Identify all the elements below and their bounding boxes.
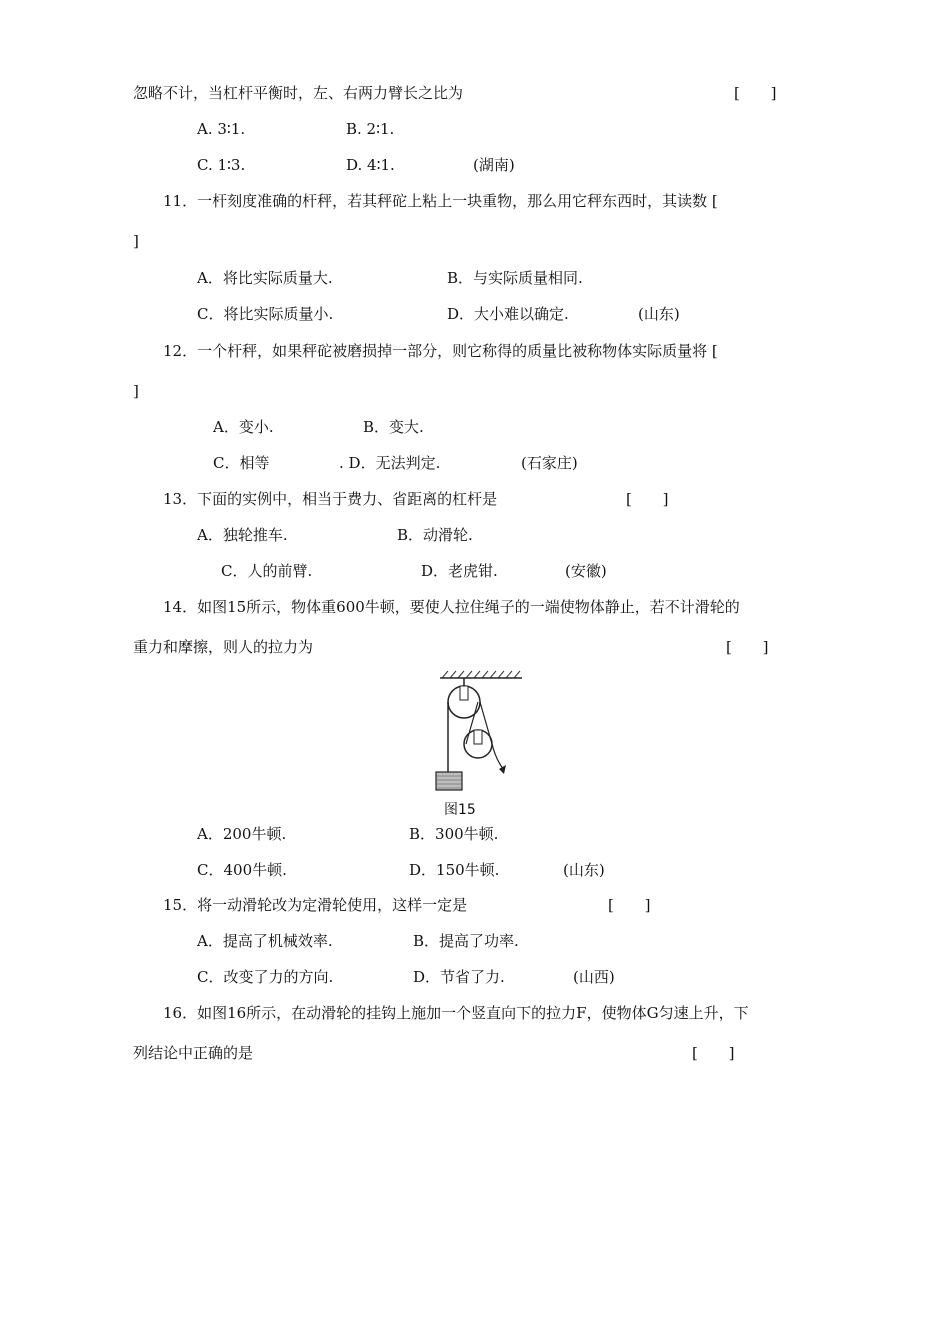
q15-option-d: D．节省了力. [413,968,505,986]
q15-option-c: C．改变了力的方向. [197,968,334,986]
q14-source: (山东) [563,861,605,879]
q14-option-c: C．400牛顿. [197,861,287,879]
q13-option-c: C．人的前臂. [221,562,313,580]
q10-option-b: B. 2∶1. [346,120,395,138]
pull-arrow-head [499,765,506,774]
q16-stem-line2: 列结论中正确的是 [133,1044,254,1062]
q16-stem-line1: 16．如图16所示，在动滑轮的挂钩上施加一个竖直向下的拉力F，使物体G匀速上升，下 [163,1004,749,1022]
q14-stem-line1: 14．如图15所示，物体重600牛顿，要使人拉住绳子的一端使物体静止，若不计滑轮的 [163,598,740,616]
q15-answer-bracket: [ ] [608,896,651,914]
q11-option-c: C．将比实际质量小. [197,305,334,323]
q12-source: (石家庄) [521,454,578,472]
q13-stem: 13．下面的实例中，相当于费力、省距离的杠杆是 [163,490,498,508]
q10-stem-tail: 忽略不计，当杠杆平衡时，左、右两力臂长之比为 [133,84,464,102]
q12-stem: 12．一个杆秤，如果秤砣被磨损掉一部分，则它称得的质量比被称物体实际质量将 [ [163,342,718,360]
fixed-pulley-axle [460,686,468,700]
q15-option-b: B．提高了功率. [413,932,519,950]
q11-stem: 11．一杆刻度准确的杆秤，若其秤砣上粘上一块重物，那么用它秤东西时，其读数 [ [163,192,718,210]
q11-bracket-close: ] [133,232,139,250]
q10-option-c: C. 1∶3. [197,156,246,174]
weight-block [436,772,462,790]
q11-source: (山东) [638,305,680,323]
q13-option-b: B．动滑轮. [397,526,473,544]
q15-stem: 15．将一动滑轮改为定滑轮使用，这样一定是 [163,896,468,914]
q14-stem-line2: 重力和摩擦，则人的拉力为 [133,638,314,656]
q14-option-b: B．300牛顿. [409,825,499,843]
rope-pull-end [492,744,504,770]
q16-answer-bracket: [ ] [692,1044,735,1062]
figure-15-caption: 图15 [444,802,476,818]
q13-option-a: A．独轮推车. [197,526,288,544]
q10-option-d: D. 4∶1. [346,156,395,174]
q12-option-d: . D．无法判定. [339,454,441,472]
q13-source: (安徽) [565,562,607,580]
movable-pulley-axle [474,730,482,744]
q14-option-d: D．150牛顿. [409,861,500,879]
q12-option-a: A．变小. [213,418,274,436]
q15-source: (山西) [573,968,615,986]
q14-option-a: A．200牛顿. [197,825,287,843]
q15-option-a: A．提高了机械效率. [197,932,333,950]
q11-option-d: D．大小难以确定. [447,305,569,323]
q13-option-d: D．老虎钳. [421,562,498,580]
q12-option-c: C．相等 [213,454,270,472]
q11-option-b: B．与实际质量相同. [447,269,583,287]
q12-option-b: B．变大. [363,418,424,436]
q10-answer-bracket: [ ] [734,84,777,102]
q10-option-a: A. 3∶1. [197,120,246,138]
q11-option-a: A．将比实际质量大. [197,269,333,287]
q10-source: (湖南) [473,156,515,174]
q12-bracket-close: ] [133,382,139,400]
ceiling-hatching [442,671,520,678]
figure-15-pulley-diagram [420,668,540,818]
q14-answer-bracket: [ ] [726,638,769,656]
q13-answer-bracket: [ ] [626,490,669,508]
